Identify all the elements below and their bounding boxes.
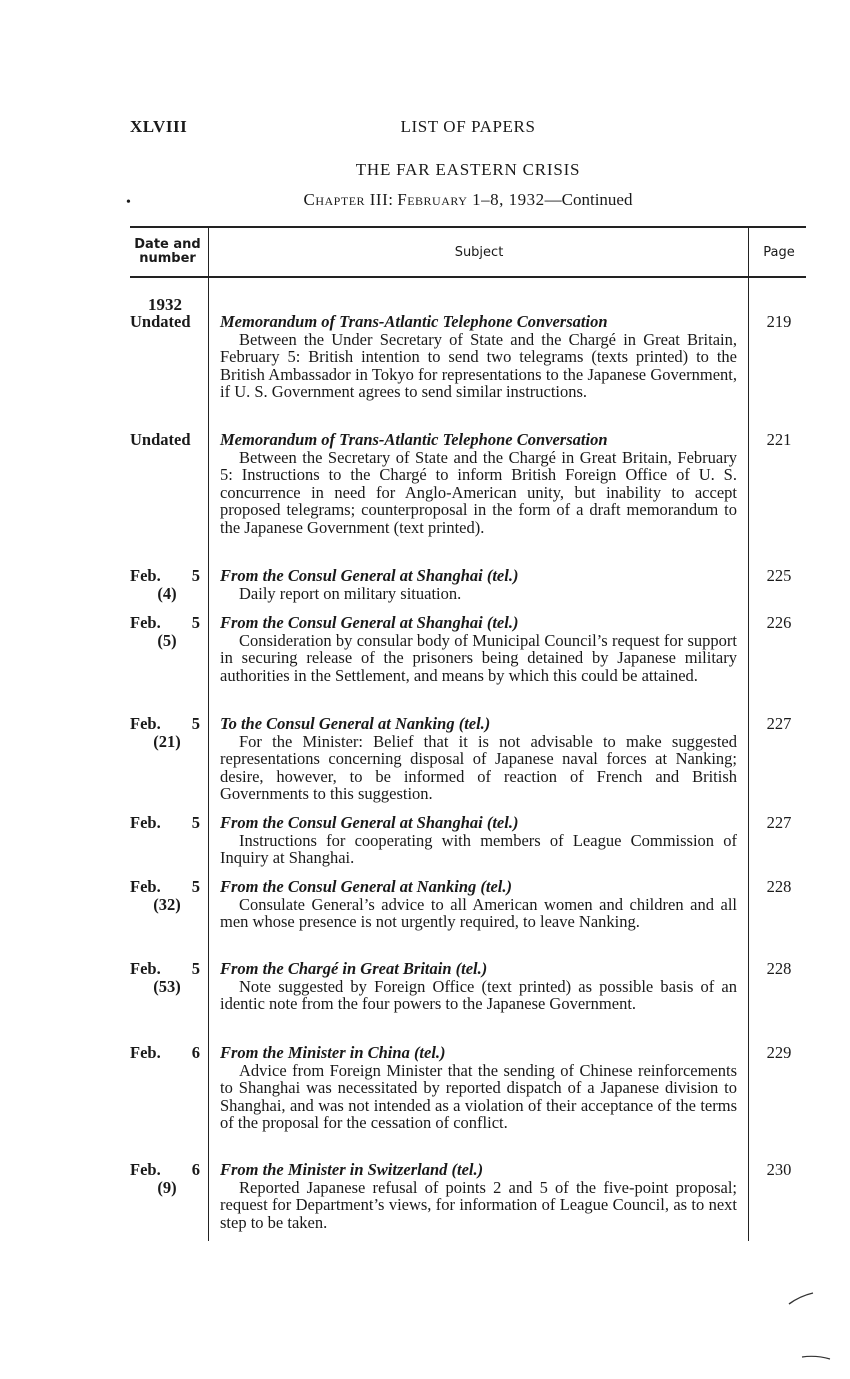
chapter-heading: Chapter III: February 1–8, 1932—Continued	[303, 190, 633, 209]
table-header-rule	[130, 276, 806, 278]
entry-date	[130, 431, 200, 449]
entry-title: From the Consul General at Shanghai (tel.)	[220, 613, 519, 632]
entry-subject	[220, 878, 737, 931]
entry-text: For the Minister: Belief that it is not advisable to make suggested representations concerning disposal of Japanese naval forces at Nanking; desire, however, to be informed of reaction of French and British Governments to this suggestion.	[220, 731, 737, 803]
entry-title: From the Consul General at Shanghai (tel.)	[220, 813, 519, 832]
chapter-dates: February 1–8, 1932	[397, 190, 545, 209]
entry-date	[130, 814, 200, 832]
entry-text: Instructions for cooperating with members of League Commission of Inquiry at Shanghai.	[220, 830, 737, 867]
entry-text: Reported Japanese refusal of points 2 and 5 of the five-point proposal; request for Department’s views, for information of League Council, as to next step to be taken.	[220, 1177, 737, 1232]
entry-subject	[220, 614, 737, 684]
chapter-suffix: —Continued	[544, 190, 633, 209]
entry-text: Between the Secretary of State and the Chargé in Great Britain, February 5: Instructions to the Chargé to inform British Foreign Office of U. S. concurrence in need for Anglo-American unity, but inability to accept proposed telegrams; counterproposal in the form of a draft memorandum to the Japanese Government (text printed).	[220, 447, 737, 537]
scan-mark	[800, 1354, 832, 1362]
entry-page: 219	[766, 312, 792, 331]
entry-date-text: Feb. 5	[130, 959, 200, 978]
entry-date-text: Feb. 6	[130, 1160, 200, 1179]
entry-page: 227	[766, 813, 792, 832]
entry-subject	[220, 715, 737, 803]
entry-subject	[220, 567, 737, 602]
entry-date	[130, 1044, 200, 1062]
entry-page: 225	[766, 566, 792, 585]
entry-page: 221	[766, 430, 792, 449]
entry-number: (21)	[153, 731, 181, 751]
entry-date-text: Undated	[130, 312, 191, 331]
entry-text: Between the Under Secretary of State and the Chargé in Great Britain, February 5: British intention to send two telegrams (texts printed) to the British Ambassador in Tokyo for representations to the Japanese Government, if U. S. Government agrees to send similar instructions.	[220, 329, 737, 401]
entry-page: 227	[766, 714, 792, 733]
entry-date-text: Feb. 5	[130, 566, 200, 585]
entry-number: (4)	[157, 583, 177, 603]
entry-page: 228	[766, 877, 792, 896]
entry-date	[130, 567, 200, 602]
scan-mark	[786, 1290, 816, 1308]
entry-page: 228	[766, 959, 792, 978]
entry-title: From the Minister in China (tel.)	[220, 1043, 446, 1062]
entry-date-text: Feb. 6	[130, 1043, 200, 1062]
entry-date	[130, 878, 200, 913]
stray-mark: •	[126, 195, 131, 210]
column-divider-left	[208, 226, 209, 1241]
entry-date-text: Feb. 5	[130, 613, 200, 632]
entry-title: Memorandum of Trans-Atlantic Telephone Conversation	[220, 430, 608, 449]
entry-title: From the Consul General at Nanking (tel.)	[220, 877, 512, 896]
column-header-date: Date and number	[134, 237, 201, 266]
entry-title: From the Chargé in Great Britain (tel.)	[220, 959, 488, 978]
section-title: THE FAR EASTERN CRISIS	[355, 160, 581, 179]
entry-text: Consideration by consular body of Municipal Council’s request for support in securing release of the prisoners being detained by Japanese military authorities in the Settlement, and means by which this could be attained.	[220, 630, 737, 685]
table-top-rule	[130, 226, 806, 228]
entry-text: Advice from Foreign Minister that the sending of Chinese reinforcements to Shanghai was necessitated by reported dispatch of a Japanese division to Shanghai, and was not intended as a violation of their acceptance of the terms of the proposal for the cessation of conflict.	[220, 1060, 737, 1132]
entry-subject	[220, 1161, 737, 1231]
year-label: 1932	[148, 295, 182, 314]
entry-date-text: Undated	[130, 430, 191, 449]
entry-subject	[220, 814, 737, 867]
entry-date-text: Feb. 5	[130, 813, 200, 832]
entry-number: (5)	[157, 630, 177, 650]
entry-text: Daily report on military situation.	[239, 583, 462, 603]
entry-date	[130, 614, 200, 649]
entry-number: (53)	[153, 976, 181, 996]
entry-title: To the Consul General at Nanking (tel.)	[220, 714, 491, 733]
entry-number: (32)	[153, 894, 181, 914]
entry-subject	[220, 431, 737, 536]
column-divider-right	[748, 226, 749, 1241]
entry-title: Memorandum of Trans-Atlantic Telephone Conversation	[220, 312, 608, 331]
entry-page: 230	[766, 1160, 792, 1179]
entry-text: Note suggested by Foreign Office (text printed) as possible basis of an identic note from the four powers to the Japanese Government.	[220, 976, 737, 1013]
entry-date	[130, 960, 200, 995]
entry-number: (9)	[157, 1177, 177, 1197]
entry-date	[130, 313, 200, 331]
entry-title: From the Consul General at Shanghai (tel.)	[220, 566, 519, 585]
entry-subject	[220, 313, 737, 401]
entry-date-text: Feb. 5	[130, 877, 200, 896]
running-head	[130, 117, 806, 139]
entry-page: 229	[766, 1043, 792, 1062]
chapter-label: Chapter III	[303, 190, 389, 209]
entry-subject	[220, 1044, 737, 1132]
entry-date-text: Feb. 5	[130, 714, 200, 733]
entry-title: From the Minister in Switzerland (tel.)	[220, 1160, 484, 1179]
column-header-subject: Subject	[454, 245, 504, 260]
entry-date	[130, 1161, 200, 1196]
entry-date	[130, 715, 200, 750]
entry-text: Consulate General’s advice to all American women and children and all men whose presence is not urgently required, to leave Nanking.	[220, 894, 737, 931]
entry-page: 226	[766, 613, 792, 632]
running-title: LIST OF PAPERS	[400, 117, 536, 136]
column-header-page: Page	[763, 245, 795, 260]
page-number: XLVIII	[130, 117, 188, 136]
entry-subject	[220, 960, 737, 1013]
